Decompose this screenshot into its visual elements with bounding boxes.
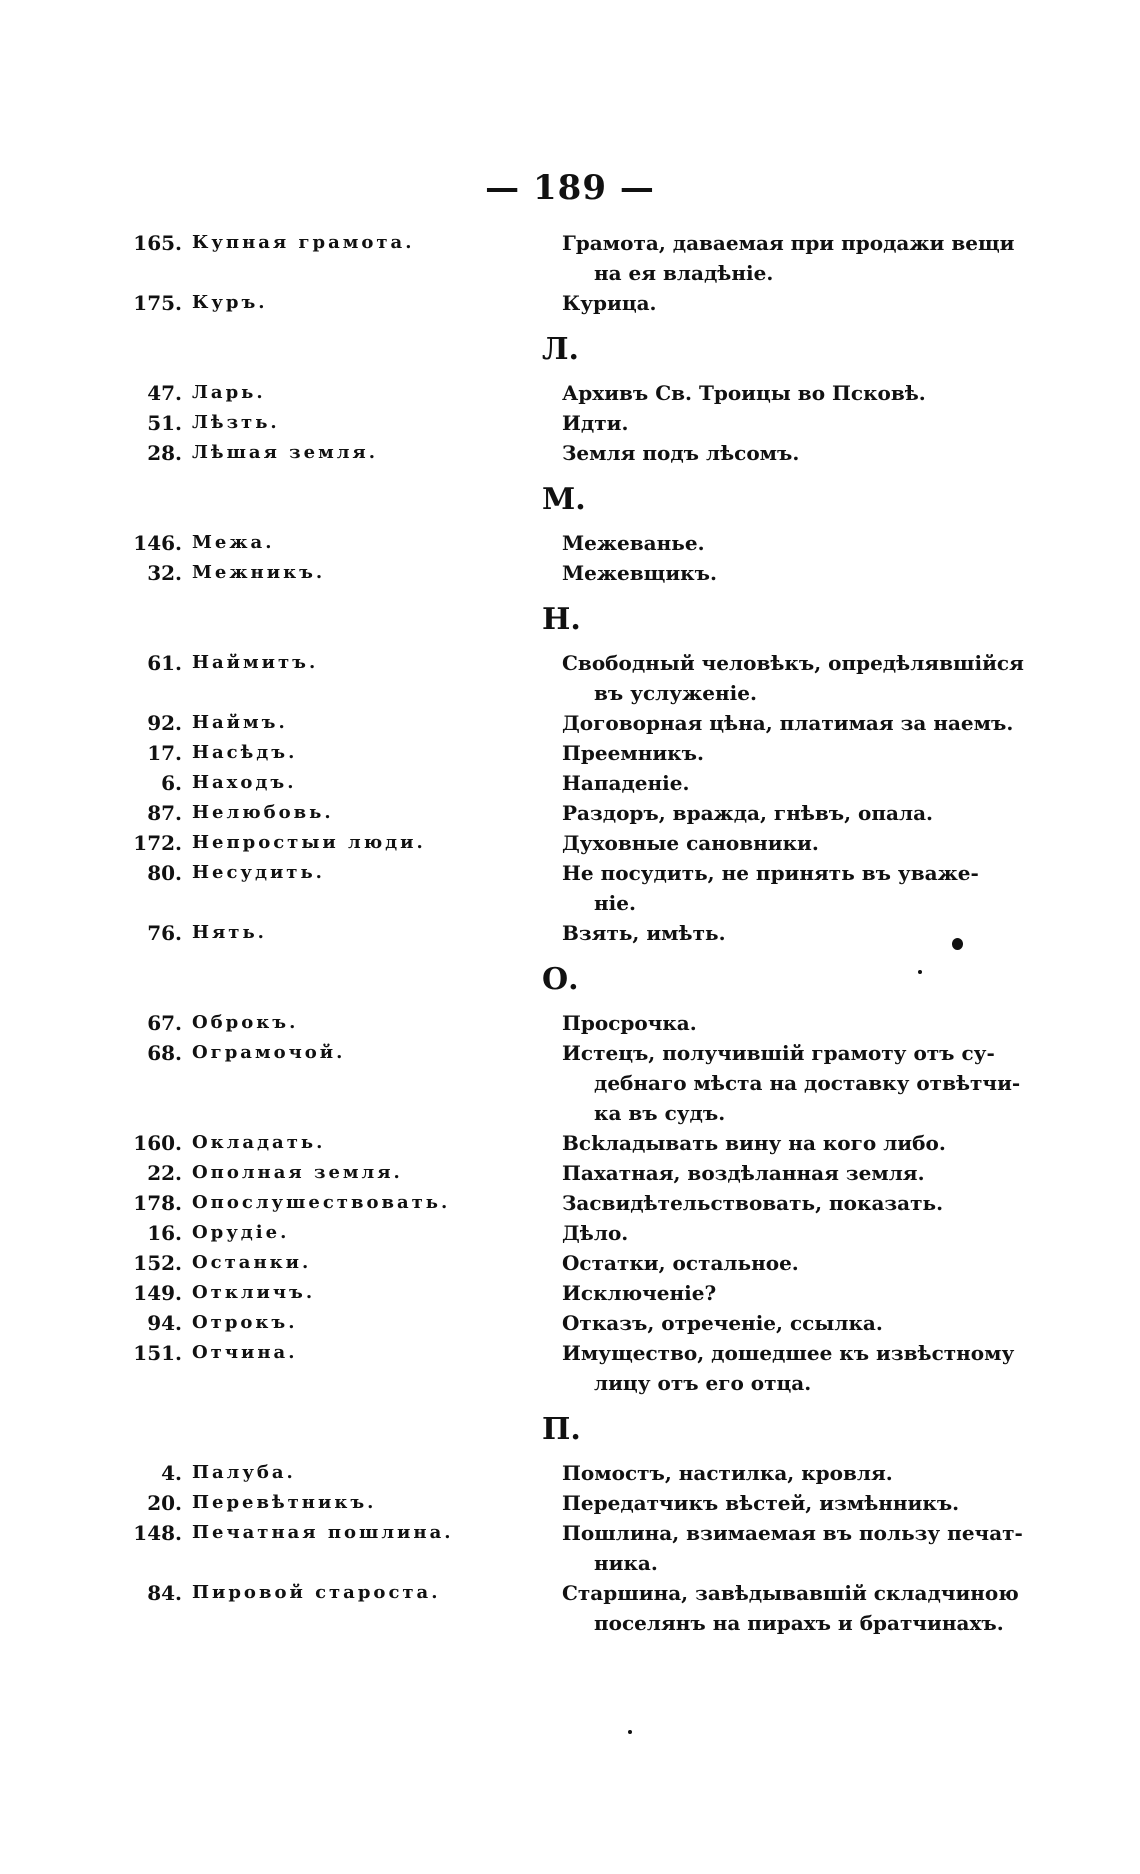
- glossary-entry: [110, 768, 1010, 798]
- entry-number: 76.: [147, 921, 182, 945]
- entry-definition: [562, 558, 992, 588]
- entry-definition: [562, 1038, 1021, 1128]
- entry-term: Лѣзть.: [192, 412, 280, 433]
- definition-line: ка въ судъ.: [594, 1101, 726, 1125]
- entry-number: 4.: [161, 1461, 182, 1485]
- glossary-entry: [110, 1158, 1010, 1188]
- entry-definition: [562, 828, 992, 858]
- definition-line: Грамота, даваемая при продажи вещи: [562, 231, 1015, 255]
- glossary-entry: [110, 738, 1010, 768]
- entry-definition: [562, 378, 992, 408]
- entry-term: Отрокъ.: [192, 1312, 298, 1333]
- definition-line: Межевщикъ.: [562, 561, 717, 585]
- definition-line: Пошлина, взимаемая въ пользу печат-: [562, 1521, 1023, 1545]
- entry-term: Ларь.: [192, 382, 266, 403]
- definition-line: Архивъ Св. Троицы во Псковѣ.: [562, 381, 926, 405]
- glossary-entry: [110, 1308, 1010, 1338]
- ink-speck: [628, 1730, 632, 1734]
- glossary-entry: [110, 1488, 1010, 1518]
- glossary-entry: [110, 1188, 1010, 1218]
- entry-number: 51.: [147, 411, 182, 435]
- entry-definition: [562, 1248, 992, 1278]
- glossary-entry: [110, 1248, 1010, 1278]
- definition-line: Пахатная, воздѣланная земля.: [562, 1161, 925, 1185]
- definition-line: Преемникъ.: [562, 741, 704, 765]
- entry-number: 17.: [147, 741, 182, 765]
- entry-number: 80.: [147, 861, 182, 885]
- glossary-entry: [110, 288, 1010, 318]
- entry-term: Межа.: [192, 532, 275, 553]
- glossary-entry: [110, 1338, 1015, 1398]
- glossary-entry: [110, 1218, 1010, 1248]
- entry-term: Палуба.: [192, 1462, 296, 1483]
- entry-term: Наймитъ.: [192, 652, 319, 673]
- entry-number: 20.: [147, 1491, 182, 1515]
- ink-speck: [918, 970, 922, 974]
- entry-number: 22.: [147, 1161, 182, 1185]
- definition-line: Нападеніе.: [562, 771, 690, 795]
- entry-number: 84.: [147, 1581, 182, 1605]
- entry-term: Куръ.: [192, 292, 268, 313]
- entry-number: 68.: [147, 1041, 182, 1065]
- entry-definition: [562, 1158, 992, 1188]
- entry-term: Непростыи люди.: [192, 832, 426, 853]
- glossary-entry: [110, 1038, 1021, 1128]
- entry-term: Межникъ.: [192, 562, 326, 583]
- glossary-entry: [110, 828, 1010, 858]
- entry-definition: [562, 1518, 1023, 1578]
- entry-definition: [562, 1008, 992, 1038]
- entry-term: Останки.: [192, 1252, 312, 1273]
- entry-term: Отчина.: [192, 1342, 298, 1363]
- definition-line: Исключеніе?: [562, 1281, 717, 1305]
- entry-definition: [562, 1578, 1019, 1638]
- entry-term: Насѣдъ.: [192, 742, 298, 763]
- glossary-entry: [110, 438, 1010, 468]
- entry-number: 172.: [133, 831, 182, 855]
- entry-definition: [562, 1188, 992, 1218]
- entry-term: Окладать.: [192, 1132, 326, 1153]
- section-letter: П.: [542, 1412, 581, 1447]
- entry-term: Откличъ.: [192, 1282, 316, 1303]
- entry-number: 47.: [147, 381, 182, 405]
- entry-definition: [562, 438, 992, 468]
- entry-term: Несудить.: [192, 862, 325, 883]
- page-number: — 189 —: [485, 168, 655, 208]
- definition-line: Раздоръ, вражда, гнѣвъ, опала.: [562, 801, 934, 825]
- definition-line: Помостъ, настилка, кровля.: [562, 1461, 893, 1485]
- entry-number: 148.: [133, 1521, 182, 1545]
- definition-line: Истецъ, получившій грамоту отъ су-: [562, 1041, 995, 1065]
- ink-spot: [952, 938, 963, 950]
- entry-definition: [562, 408, 992, 438]
- entry-number: 32.: [147, 561, 182, 585]
- entry-definition: [562, 1338, 1015, 1398]
- definition-line: дебнаго мѣста на доставку отвѣтчи-: [594, 1071, 1021, 1095]
- entry-definition: [562, 738, 992, 768]
- entry-number: 16.: [147, 1221, 182, 1245]
- entry-term: Пировой староста.: [192, 1582, 441, 1603]
- glossary-entry: [110, 558, 1010, 588]
- entry-term: Оброкъ.: [192, 1012, 299, 1033]
- section-heading: [110, 1398, 1010, 1458]
- entry-definition: [562, 1278, 992, 1308]
- glossary-entry: [110, 858, 1010, 918]
- glossary-entry: [110, 528, 1010, 558]
- entry-definition: [562, 528, 992, 558]
- section-letter: Л.: [542, 332, 579, 367]
- definition-line: Просрочка.: [562, 1011, 697, 1035]
- entry-number: 6.: [161, 771, 182, 795]
- entry-definition: [562, 1128, 992, 1158]
- entry-number: 61.: [147, 651, 182, 675]
- entry-term: Наймъ.: [192, 712, 288, 733]
- section-heading: [110, 588, 1010, 648]
- entry-number: 165.: [133, 231, 182, 255]
- glossary-entry: [110, 228, 1015, 288]
- glossary-entry: [110, 1518, 1023, 1578]
- definition-line: Засвидѣтельствовать, показать.: [562, 1191, 944, 1215]
- entry-number: 178.: [133, 1191, 182, 1215]
- entry-term: Опослушествовать.: [192, 1192, 451, 1213]
- definition-line: поселянъ на пирахъ и братчинахъ.: [594, 1611, 1004, 1635]
- entry-number: 152.: [133, 1251, 182, 1275]
- entry-term: Нелюбовь.: [192, 802, 334, 823]
- glossary-entry: [110, 708, 1014, 738]
- entry-definition: [562, 648, 1024, 708]
- entry-number: 67.: [147, 1011, 182, 1035]
- definition-line: ника.: [594, 1551, 658, 1575]
- section-heading: [110, 948, 1010, 1008]
- entry-term: Ограмочой.: [192, 1042, 346, 1063]
- entry-term: Печатная пошлина.: [192, 1522, 454, 1543]
- entry-number: 160.: [133, 1131, 182, 1155]
- glossary-entry: [110, 798, 1010, 828]
- entry-definition: [562, 228, 1015, 288]
- entry-definition: [562, 768, 992, 798]
- entry-number: 151.: [133, 1341, 182, 1365]
- definition-line: Старшина, завѣдывавшій складчиною: [562, 1581, 1019, 1605]
- entry-number: 149.: [133, 1281, 182, 1305]
- entry-number: 94.: [147, 1311, 182, 1335]
- definition-line: въ услуженіе.: [594, 681, 757, 705]
- glossary-entry: [110, 648, 1024, 708]
- definition-line: Духовные сановники.: [562, 831, 819, 855]
- entry-number: 175.: [133, 291, 182, 315]
- glossary-entry: [110, 1458, 1010, 1488]
- entry-definition: [562, 798, 992, 828]
- entry-term: Орудіе.: [192, 1222, 290, 1243]
- glossary-entry: [110, 1278, 1010, 1308]
- entry-definition: [562, 1488, 992, 1518]
- definition-line: Свободный человѣкъ, опредѣлявшійся: [562, 651, 1024, 675]
- entry-number: 92.: [147, 711, 182, 735]
- section-heading: [110, 318, 1010, 378]
- definition-line: Взять, имѣть.: [562, 921, 726, 945]
- entry-definition: [562, 1458, 992, 1488]
- definition-line: Договорная цѣна, платимая за наемъ.: [562, 711, 1014, 735]
- entry-definition: [562, 918, 992, 948]
- glossary-entry: [110, 918, 1010, 948]
- definition-line: Не посудить, не принять въ уваже-: [562, 861, 979, 885]
- entry-definition: [562, 288, 992, 318]
- section-letter: О.: [542, 962, 579, 997]
- entry-term: Ополная земля.: [192, 1162, 403, 1183]
- definition-line: Всkладывать вину на кого либо.: [562, 1131, 946, 1155]
- glossary-entry: [110, 1008, 1010, 1038]
- definition-line: Земля подъ лѣсомъ.: [562, 441, 800, 465]
- glossary-entry: [110, 378, 1010, 408]
- definition-line: Межеванье.: [562, 531, 705, 555]
- entry-number: 28.: [147, 441, 182, 465]
- entry-number: 146.: [133, 531, 182, 555]
- entry-term: Находъ.: [192, 772, 297, 793]
- glossary-entries: [110, 228, 1024, 1638]
- section-letter: М.: [542, 482, 586, 517]
- definition-line: Остатки, остальное.: [562, 1251, 799, 1275]
- definition-line: ніе.: [594, 891, 636, 915]
- entry-term: Купная грамота.: [192, 232, 415, 253]
- entry-term: Нять.: [192, 922, 267, 943]
- definition-line: Передатчикъ вѣстей, измѣнникъ.: [562, 1491, 960, 1515]
- section-heading: [110, 468, 1010, 528]
- glossary-entry: [110, 1578, 1019, 1638]
- definition-line: Курица.: [562, 291, 657, 315]
- entry-definition: [562, 1308, 992, 1338]
- definition-line: Идти.: [562, 411, 629, 435]
- definition-line: лицу отъ его отца.: [594, 1371, 812, 1395]
- entry-definition: [562, 858, 992, 918]
- entry-term: Перевѣтникъ.: [192, 1492, 377, 1513]
- entry-term: Лѣшая земля.: [192, 442, 378, 463]
- entry-definition: [562, 708, 1014, 738]
- entry-definition: [562, 1218, 992, 1248]
- definition-line: Дѣло.: [562, 1221, 629, 1245]
- glossary-entry: [110, 408, 1010, 438]
- definition-line: Отказъ, отреченіе, ссылка.: [562, 1311, 883, 1335]
- entry-number: 87.: [147, 801, 182, 825]
- glossary-entry: [110, 1128, 1010, 1158]
- definition-line: Имущество, дошедшее къ извѣстному: [562, 1341, 1015, 1365]
- section-letter: Н.: [542, 602, 581, 637]
- definition-line: на ея владѣніе.: [594, 261, 774, 285]
